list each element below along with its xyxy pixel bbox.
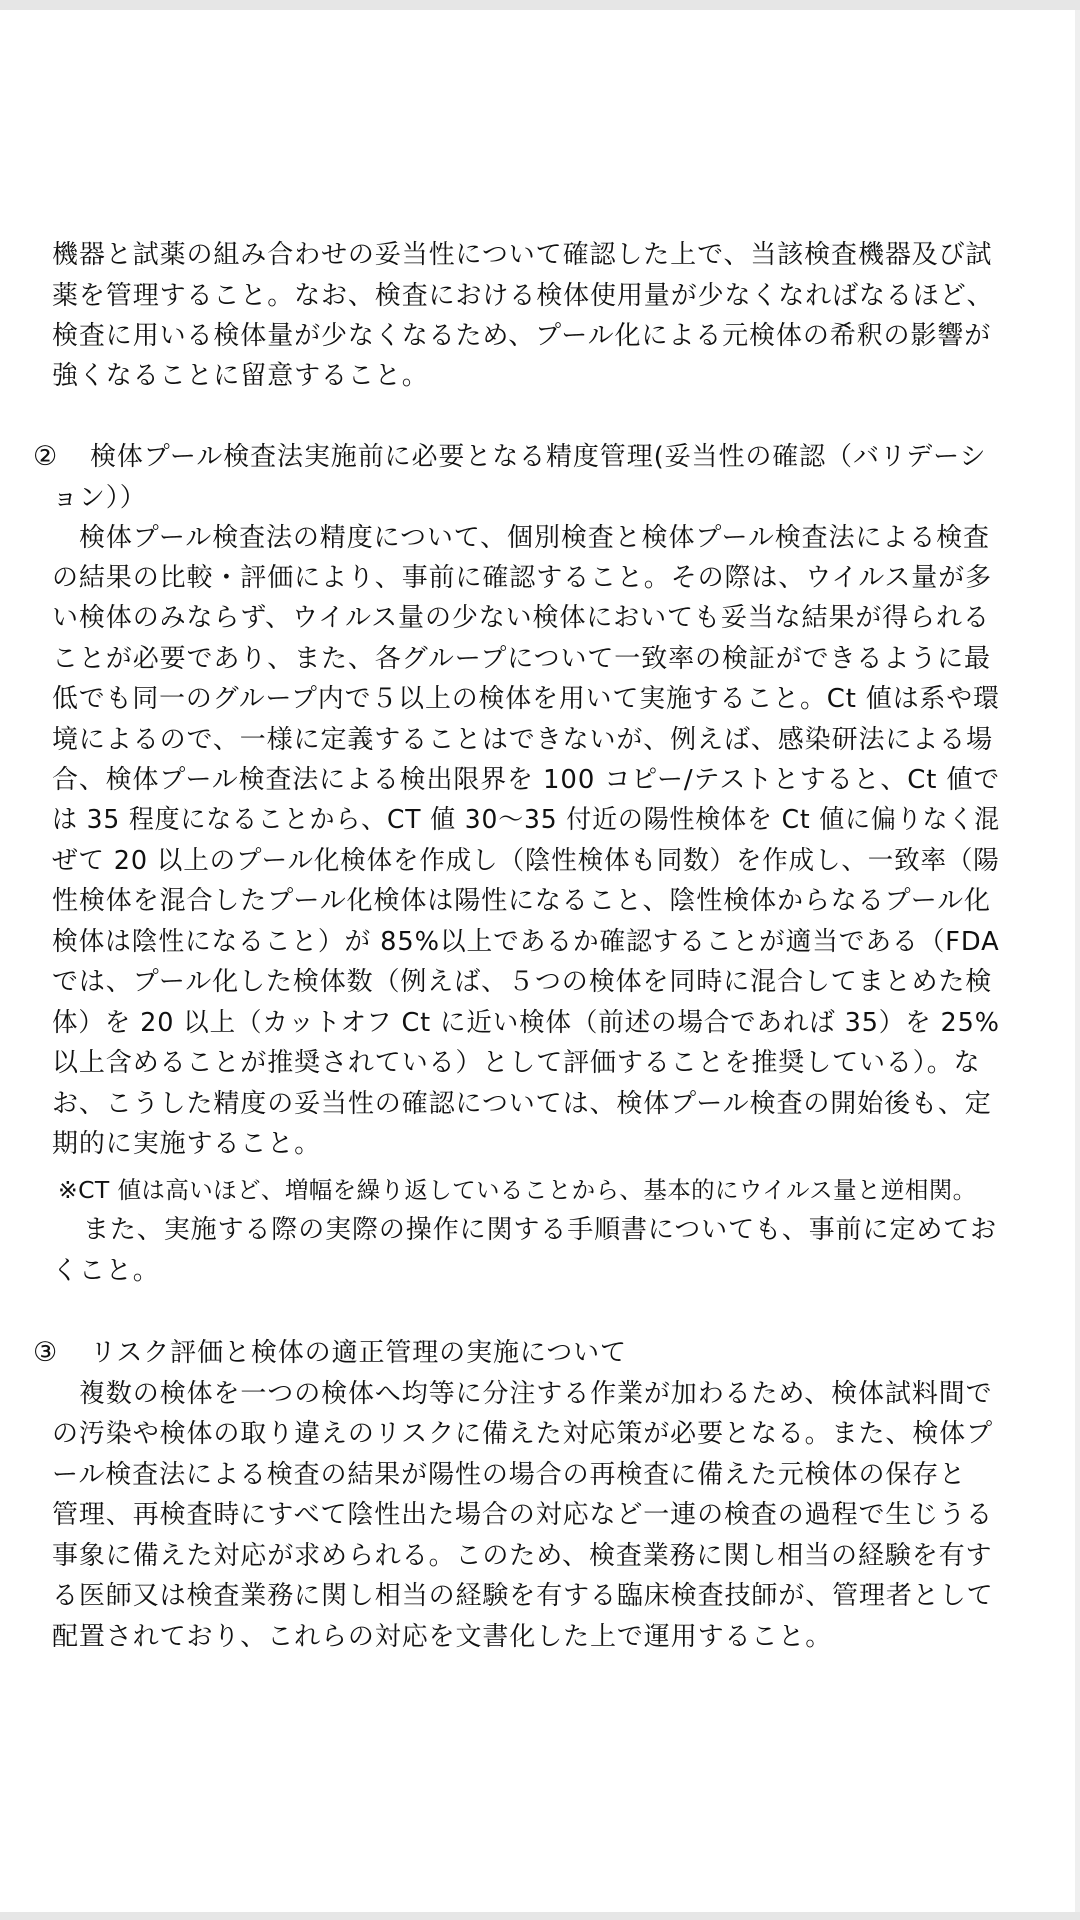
section2-body-line: では、プール化した検体数（例えば、５つの検体を同時に混合してまとめた検	[52, 967, 993, 997]
section3-number: ③	[33, 1337, 58, 1368]
viewer-bottom-bar	[0, 1912, 1080, 1920]
section2-heading-line: 検体プール検査法実施前に必要となる精度管理(妥当性の確認（バリデーシ	[90, 442, 987, 472]
section2-body2-line: くこと。	[52, 1256, 160, 1286]
section2-heading-line: ョン））	[52, 483, 147, 513]
section2-body-line: の結果の比較・評価により、事前に確認すること。その際は、ウイルス量が多	[52, 563, 992, 593]
section3-body-line: ール検査法による検査の結果が陽性の場合の再検査に備えた元検体の保存と	[52, 1460, 967, 1490]
section2-body-line: ことが必要であり、また、各グループについて一致率の検証ができるように最	[52, 644, 991, 674]
section2-body2-line: また、実施する際の実際の操作に関する手順書についても、事前に定めてお	[83, 1215, 998, 1245]
section3-body-line: 管理、再検査時にすべて陰性出た場合の対応など一連の検査の過程で生じうる	[52, 1500, 993, 1530]
section2-number: ②	[33, 441, 58, 472]
section3-body-line: の汚染や検体の取り違えのリスクに備えた対応策が必要となる。また、検体プ	[52, 1419, 993, 1449]
section2-body-line: お、こうした精度の妥当性の確認については、検体プール検査の開始後も、定	[52, 1089, 992, 1119]
section2-body-line: 体）を 20 以上（カットオフ Ct に近い検体（前述の場合であれば 35）を 25%	[52, 1008, 1000, 1038]
section2-body-line: 以上含めることが推奨されている）として評価することを推奨している）。な	[52, 1048, 981, 1078]
section3-body-line: る医師又は検査業務に関し相当の経験を有する臨床検査技師が、管理者として	[52, 1581, 994, 1611]
intro-line: 検査に用いる検体量が少なくなるため、プール化による元検体の希釈の影響が	[52, 321, 992, 351]
section2-body-line: 境によるので、一様に定義することはできないが、例えば、感染研法による場	[52, 725, 993, 755]
section3-body-line: 複数の検体を一つの検体へ均等に分注する作業が加わるため、検体試料間で	[79, 1379, 993, 1409]
intro-line: 薬を管理すること。なお、検査における検体使用量が少なくなればなるほど、	[52, 281, 994, 311]
section3-body-line: 配置されており、これらの対応を文書化した上で運用すること。	[52, 1622, 833, 1652]
section2-body-line: は 35 程度になることから、CT 値 30～35 付近の陽性検体を Ct 値に偏りなく混	[52, 805, 1000, 835]
intro-line: 機器と試薬の組み合わせの妥当性について確認した上で、当該検査機器及び試	[52, 240, 993, 270]
section3-body-line: 事象に備えた対応が求められる。このため、検査業務に関し相当の経験を有す	[52, 1541, 993, 1571]
section2-body-line: 合、検体プール検査法による検出限界を 100 コピー/テストとすると、Ct 値で	[52, 765, 1001, 795]
section2-body-line: 低でも同一のグループ内で５以上の検体を用いて実施すること。Ct 値は系や環	[52, 684, 1000, 714]
section2-body-line: 検体プール検査法の精度について、個別検査と検体プール検査法による検査	[79, 523, 990, 553]
section2-body-line: 期的に実施すること。	[52, 1129, 322, 1159]
section2-note: ※CT 値は高いほど、増幅を繰り返していることから、基本的にウイルス量と逆相関。	[58, 1176, 977, 1204]
section2-body-line: ぜて 20 以上のプール化検体を作成し（陰性検体も同数）を作成し、一致率（陽	[52, 846, 1000, 876]
section2-body-line: い検体のみならず、ウイルス量の少ない検体においても妥当な結果が得られる	[52, 603, 990, 633]
intro-line: 強くなることに留意すること。	[52, 361, 429, 391]
section2-body-line: 検体は陰性になること）が 85%以上であるか確認することが適当である（FDA	[52, 927, 1000, 957]
section2-body-line: 性検体を混合したプール化検体は陽性になること、陰性検体からなるプール化	[52, 886, 991, 916]
section3-heading: リスク評価と検体の適正管理の実施について	[90, 1338, 627, 1368]
